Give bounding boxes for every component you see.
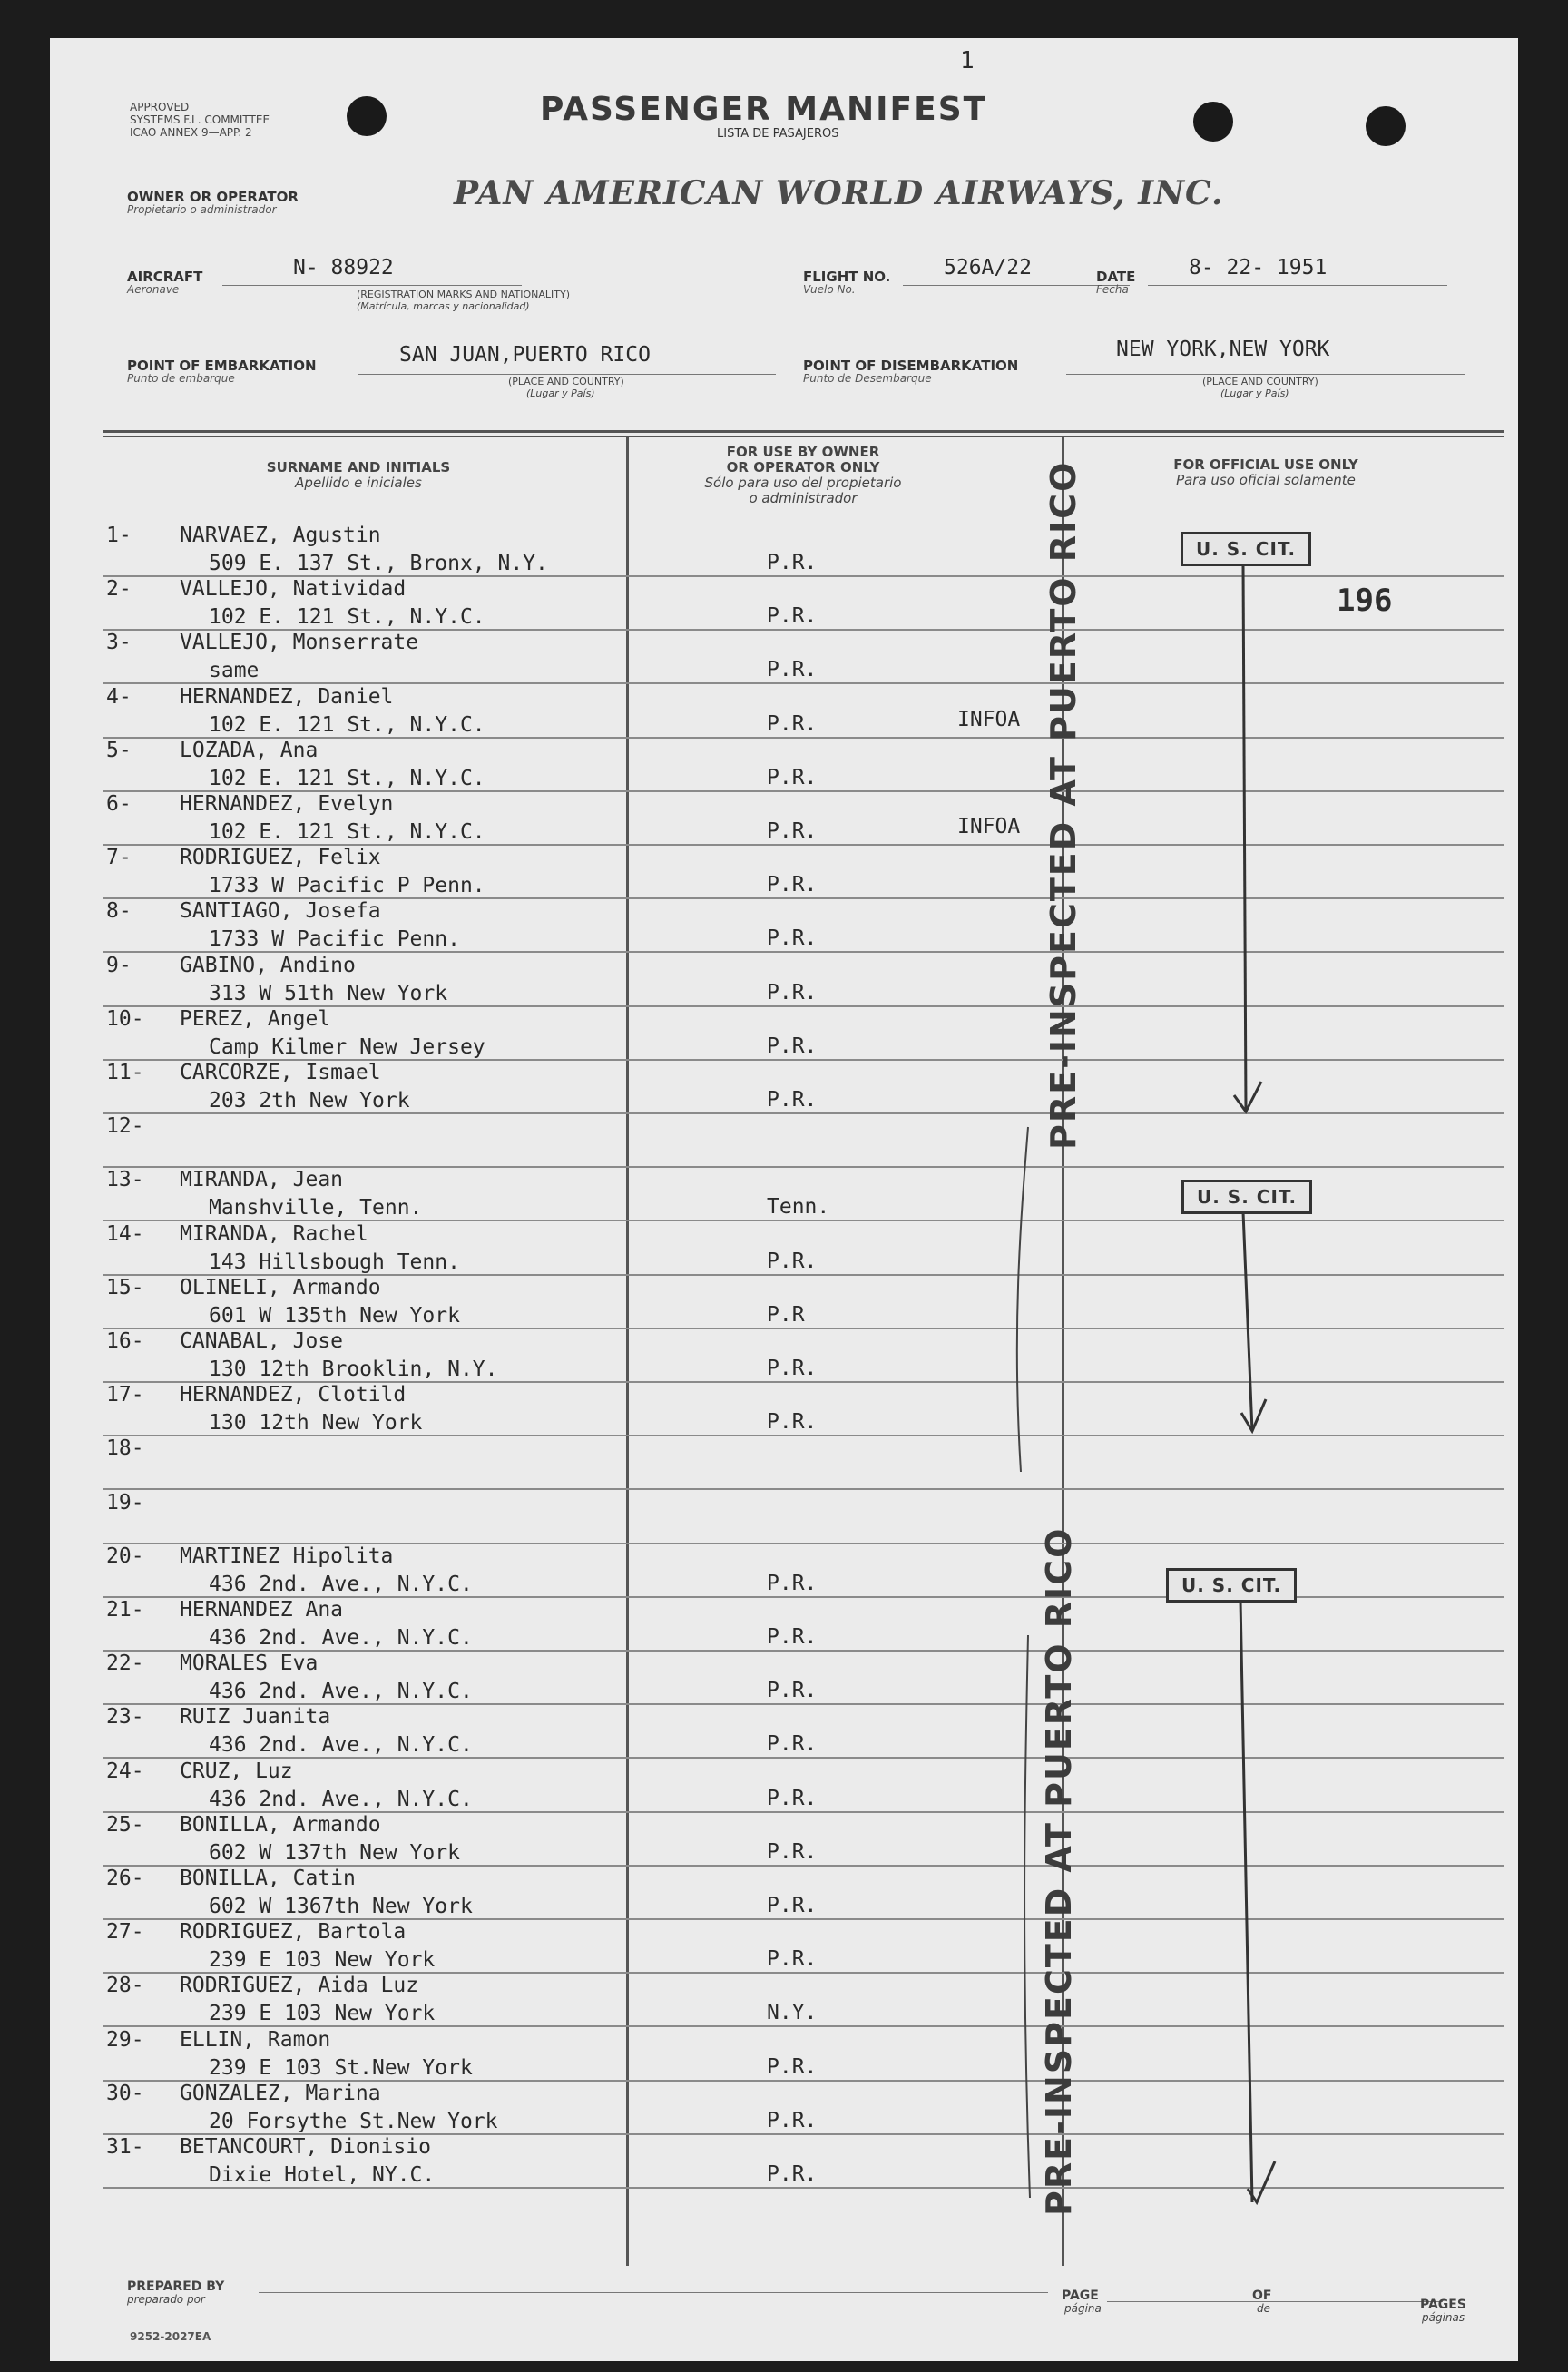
owner-use-value: P.R. bbox=[767, 712, 818, 736]
passenger-address: 143 Hillsbough Tenn. bbox=[209, 1250, 460, 1274]
embark-place-note: (PLACE AND COUNTRY) bbox=[508, 376, 624, 387]
flight-label-es: Vuelo No. bbox=[803, 283, 856, 296]
passenger-name: HERNANDEZ, Evelyn bbox=[180, 792, 394, 816]
row-number: 1- bbox=[106, 524, 132, 547]
passenger-name: PEREZ, Angel bbox=[180, 1007, 331, 1031]
passenger-name: CANABAL, Jose bbox=[180, 1329, 344, 1353]
date-value: 8- 22- 1951 bbox=[1189, 256, 1328, 279]
us-cit-stamp: U. S. CIT. bbox=[1181, 532, 1311, 566]
passenger-name: CRUZ, Luz bbox=[180, 1759, 293, 1783]
passenger-address: 239 E 103 New York bbox=[209, 1948, 436, 1972]
col-owner-use: FOR USE BY OWNER OR OPERATOR ONLY Sólo para uso del propietario o administrador bbox=[704, 444, 902, 506]
passenger-name: HERNANDEZ Ana bbox=[180, 1598, 344, 1622]
row-number: 26- bbox=[106, 1867, 144, 1890]
prepared-by-label: PREPARED BY bbox=[127, 2279, 225, 2294]
of-label-es: de bbox=[1257, 2302, 1270, 2315]
owner-use-value: N.Y. bbox=[767, 2001, 818, 2024]
col-official-use: FOR OFFICIAL USE ONLY Para uso oficial solamente bbox=[1173, 456, 1358, 488]
row-number: 18- bbox=[106, 1436, 144, 1460]
passenger-address: 436 2nd. Ave., N.Y.C. bbox=[209, 1680, 473, 1703]
page-title: PASSENGER MANIFEST bbox=[540, 91, 988, 128]
passenger-address: 602 W 137th New York bbox=[209, 1841, 460, 1865]
passenger-address: 602 W 1367th New York bbox=[209, 1895, 473, 1918]
prepared-by-line bbox=[259, 2292, 1048, 2293]
disembark-value: NEW YORK,NEW YORK bbox=[1116, 338, 1330, 361]
passenger-address: Dixie Hotel, NY.C. bbox=[209, 2163, 436, 2187]
owner-use-value: P.R. bbox=[767, 1732, 818, 1756]
page-mark: 1 bbox=[960, 47, 975, 74]
embark-label-es: Punto de embarque bbox=[127, 372, 235, 385]
row-number: 25- bbox=[106, 1813, 144, 1837]
disembark-place-note-es: (Lugar y País) bbox=[1220, 387, 1289, 399]
passenger-address: 20 Forsythe St.New York bbox=[209, 2110, 498, 2133]
passenger-address: 313 W 51th New York bbox=[209, 982, 448, 1005]
owner-use-value: P.R. bbox=[767, 1357, 818, 1380]
passenger-name: VALLEJO, Monserrate bbox=[180, 631, 419, 654]
approval-line-3: ICAO ANNEX 9—APP. 2 bbox=[130, 126, 252, 139]
owner-use-note: INFOA bbox=[957, 815, 1021, 838]
passenger-name: BONILLA, Armando bbox=[180, 1813, 381, 1837]
page-title-es: LISTA DE PASAJEROS bbox=[717, 127, 839, 141]
passenger-name: RODRIGUEZ, Felix bbox=[180, 846, 381, 869]
flight-value: 526A/22 bbox=[944, 256, 1032, 279]
page-label-es: página bbox=[1064, 2302, 1102, 2315]
approval-line-1: APPROVED bbox=[130, 101, 190, 113]
row-number: 10- bbox=[106, 1007, 144, 1031]
approval-line-2: SYSTEMS F.L. COMMITTEE bbox=[130, 113, 270, 126]
owner-use-value: P.R. bbox=[767, 1625, 818, 1649]
row-number: 27- bbox=[106, 1920, 144, 1944]
row-number: 4- bbox=[106, 685, 132, 709]
owner-use-value: P.R. bbox=[767, 926, 818, 950]
form-code: 9252-2027EA bbox=[130, 2330, 211, 2343]
passenger-address: 436 2nd. Ave., N.Y.C. bbox=[209, 1733, 473, 1757]
of-line bbox=[1279, 2301, 1443, 2302]
passenger-name: MIRANDA, Rachel bbox=[180, 1222, 368, 1246]
row-number: 13- bbox=[106, 1168, 144, 1191]
owner-use-value: P.R. bbox=[767, 1947, 818, 1971]
us-cit-stamp: U. S. CIT. bbox=[1166, 1568, 1297, 1603]
passenger-name: SANTIAGO, Josefa bbox=[180, 899, 381, 923]
passenger-name: MIRANDA, Jean bbox=[180, 1168, 344, 1191]
passenger-name: LOZADA, Ana bbox=[180, 739, 318, 762]
passenger-address: 1733 W Pacific P Penn. bbox=[209, 874, 485, 897]
owner-use-value: P.R. bbox=[767, 2162, 818, 2186]
aircraft-label-es: Aeronave bbox=[127, 283, 180, 296]
row-number: 12- bbox=[106, 1114, 144, 1138]
passenger-address: 436 2nd. Ave., N.Y.C. bbox=[209, 1788, 473, 1811]
row-number: 8- bbox=[106, 899, 132, 923]
aircraft-label: AIRCRAFT bbox=[127, 269, 203, 285]
row-number: 29- bbox=[106, 2028, 144, 2052]
owner-use-value: P.R. bbox=[767, 1088, 818, 1112]
owner-use-note: INFOA bbox=[957, 708, 1021, 731]
row-number: 15- bbox=[106, 1276, 144, 1299]
page-label: PAGE bbox=[1062, 2289, 1099, 2303]
row-number: 22- bbox=[106, 1652, 144, 1675]
manifest-sheet bbox=[50, 38, 1518, 2361]
owner-use-value: P.R. bbox=[767, 819, 818, 843]
passenger-name: GABINO, Andino bbox=[180, 954, 356, 977]
owner-use-value: P.R. bbox=[767, 2109, 818, 2132]
row-number: 11- bbox=[106, 1061, 144, 1084]
passenger-name: VALLEJO, Natividad bbox=[180, 577, 407, 601]
owner-use-value: P.R. bbox=[767, 1894, 818, 1917]
registration-note-es: (Matrícula, marcas y nacionalidad) bbox=[357, 300, 530, 312]
row-number: 5- bbox=[106, 739, 132, 762]
passenger-name: RODRIGUEZ, Bartola bbox=[180, 1920, 407, 1944]
owner-label: OWNER OR OPERATOR bbox=[127, 189, 299, 205]
passenger-name: OLINELI, Armando bbox=[180, 1276, 381, 1299]
passenger-name: ELLIN, Ramon bbox=[180, 2028, 331, 2052]
row-number: 6- bbox=[106, 792, 132, 816]
owner-use-value: Tenn. bbox=[767, 1195, 830, 1219]
row-number: 3- bbox=[106, 631, 132, 654]
passenger-address: Camp Kilmer New Jersey bbox=[209, 1035, 485, 1059]
passenger-address: 102 E. 121 St., N.Y.C. bbox=[209, 820, 485, 844]
preinspected-stamp: PRE-INSPECTED AT PUERTO RICO bbox=[1044, 460, 1083, 1150]
row-number: 23- bbox=[106, 1705, 144, 1729]
passenger-address: 436 2nd. Ave., N.Y.C. bbox=[209, 1573, 473, 1596]
passenger-name: NARVAEZ, Agustin bbox=[180, 524, 381, 547]
pages-label-es: páginas bbox=[1422, 2311, 1465, 2324]
passenger-address: 509 E. 137 St., Bronx, N.Y. bbox=[209, 552, 548, 575]
passenger-address: 239 E 103 New York bbox=[209, 2002, 436, 2025]
owner-use-value: P.R. bbox=[767, 1840, 818, 1864]
row-number: 21- bbox=[106, 1598, 144, 1622]
owner-label-es: Propietario o administrador bbox=[127, 203, 277, 216]
prepared-by-label-es: preparado por bbox=[127, 2293, 205, 2306]
stamp-lines bbox=[50, 38, 1518, 2361]
passenger-address: 130 12th Brooklin, N.Y. bbox=[209, 1358, 498, 1381]
owner-use-value: P.R. bbox=[767, 1250, 818, 1273]
passenger-address: 130 12th New York bbox=[209, 1411, 423, 1435]
passenger-address: 239 E 103 St.New York bbox=[209, 2056, 473, 2080]
passenger-name: HERNANDEZ, Daniel bbox=[180, 685, 394, 709]
row-number: 31- bbox=[106, 2135, 144, 2159]
aircraft-value: N- 88922 bbox=[293, 256, 394, 279]
embark-value: SAN JUAN,PUERTO RICO bbox=[399, 343, 651, 367]
owner-use-value: P.R. bbox=[767, 1679, 818, 1702]
passenger-address: 102 E. 121 St., N.Y.C. bbox=[209, 713, 485, 737]
owner-use-value: P.R. bbox=[767, 873, 818, 897]
date-label: DATE bbox=[1096, 269, 1136, 285]
passenger-name: RUIZ Juanita bbox=[180, 1705, 331, 1729]
of-label: OF bbox=[1252, 2289, 1272, 2303]
disembark-label-es: Punto de Desembarque bbox=[803, 372, 932, 385]
passenger-address: 436 2nd. Ave., N.Y.C. bbox=[209, 1626, 473, 1650]
row-number: 2- bbox=[106, 577, 132, 601]
embark-label: POINT OF EMBARKATION bbox=[127, 358, 317, 374]
passenger-address: 601 W 135th New York bbox=[209, 1304, 460, 1328]
row-number: 28- bbox=[106, 1974, 144, 1997]
passenger-address: 102 E. 121 St., N.Y.C. bbox=[209, 767, 485, 790]
disembark-label: POINT OF DISEMBARKATION bbox=[803, 358, 1019, 374]
owner-use-value: P.R. bbox=[767, 1410, 818, 1434]
pages-label: PAGES bbox=[1420, 2298, 1466, 2312]
row-number: 24- bbox=[106, 1759, 144, 1783]
owner-use-value: P.R. bbox=[767, 766, 818, 789]
row-number: 20- bbox=[106, 1544, 144, 1568]
owner-use-value: P.R. bbox=[767, 551, 818, 574]
passenger-name: BONILLA, Catin bbox=[180, 1867, 356, 1890]
owner-use-value: P.R bbox=[767, 1303, 805, 1327]
owner-use-value: P.R. bbox=[767, 1572, 818, 1595]
row-number: 16- bbox=[106, 1329, 144, 1353]
passenger-address: same bbox=[209, 659, 260, 682]
passenger-name: RODRIGUEZ, Aida Luz bbox=[180, 1974, 419, 1997]
col-surname: SURNAME AND INITIALS Apellido e iniciales bbox=[266, 459, 451, 491]
owner-use-value: P.R. bbox=[767, 604, 818, 628]
passenger-name: MARTINEZ Hipolita bbox=[180, 1544, 394, 1568]
row-number: 30- bbox=[106, 2082, 144, 2105]
preinspected-stamp: PRE-INSPECTED AT PUERTO RICO bbox=[1039, 1526, 1079, 2216]
disembark-place-note: (PLACE AND COUNTRY) bbox=[1202, 376, 1318, 387]
row-number: 9- bbox=[106, 954, 132, 977]
date-label-es: Fecha bbox=[1096, 283, 1129, 296]
owner-use-value: P.R. bbox=[767, 1034, 818, 1058]
passenger-address: Manshville, Tenn. bbox=[209, 1196, 423, 1220]
owner-use-value: P.R. bbox=[767, 658, 818, 681]
registration-note: (REGISTRATION MARKS AND NATIONALITY) bbox=[357, 289, 571, 300]
embark-place-note-es: (Lugar y País) bbox=[526, 387, 595, 399]
passenger-address: 102 E. 121 St., N.Y.C. bbox=[209, 605, 485, 629]
row-number: 14- bbox=[106, 1222, 144, 1246]
owner-use-value: P.R. bbox=[767, 1787, 818, 1810]
owner-use-value: P.R. bbox=[767, 2055, 818, 2079]
count-stamp: 196 bbox=[1337, 583, 1393, 619]
flight-label: FLIGHT NO. bbox=[803, 269, 891, 285]
passenger-name: GONZALEZ, Marina bbox=[180, 2082, 381, 2105]
passenger-name: MORALES Eva bbox=[180, 1652, 318, 1675]
passenger-name: BETANCOURT, Dionisio bbox=[180, 2135, 431, 2159]
passenger-address: 203 2th New York bbox=[209, 1089, 410, 1112]
company-name: PAN AMERICAN WORLD AIRWAYS, INC. bbox=[454, 174, 1224, 212]
owner-use-value: P.R. bbox=[767, 981, 818, 1005]
passenger-name: CARCORZE, Ismael bbox=[180, 1061, 381, 1084]
row-number: 19- bbox=[106, 1491, 144, 1514]
us-cit-stamp: U. S. CIT. bbox=[1181, 1180, 1312, 1214]
passenger-address: 1733 W Pacific Penn. bbox=[209, 927, 460, 951]
row-number: 17- bbox=[106, 1383, 144, 1407]
passenger-name: HERNANDEZ, Clotild bbox=[180, 1383, 407, 1407]
row-number: 7- bbox=[106, 846, 132, 869]
